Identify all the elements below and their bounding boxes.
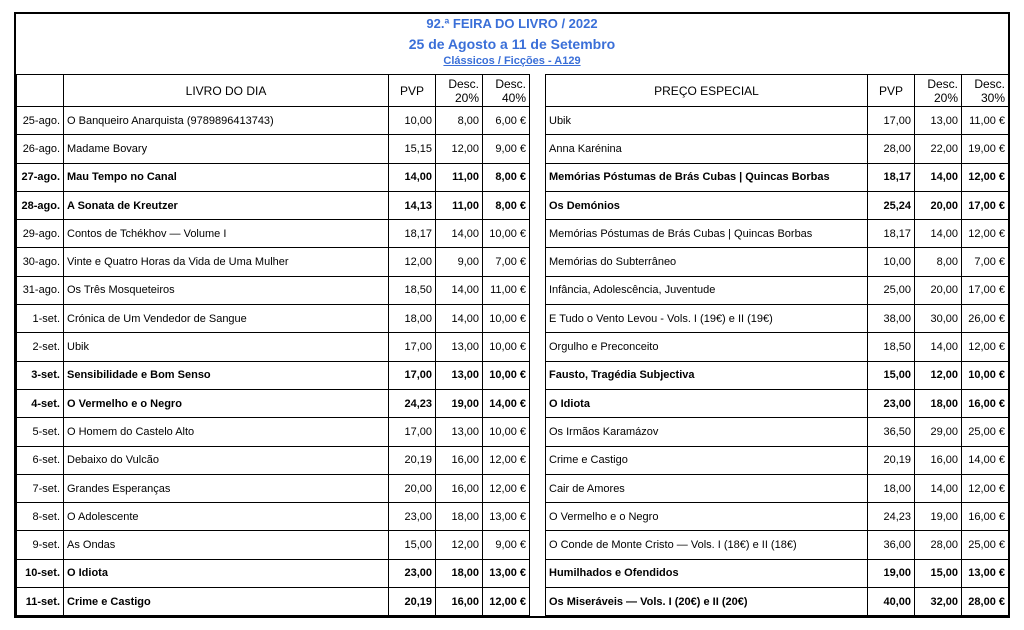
table-row	[17, 248, 1009, 276]
special-title-cell: Memórias Póstumas de Brás Cubas | Quincas Borbas	[546, 220, 868, 248]
discount-40-cell: 10,00 €	[483, 305, 530, 333]
discount-40-cell: 13,00 €	[483, 503, 530, 531]
discount-20-cell: 11,00	[436, 163, 483, 191]
special-title-cell: E Tudo o Vento Levou - Vols. I (19€) e II (19€)	[546, 305, 868, 333]
special-title-cell: Fausto, Tragédia Subjectiva	[546, 361, 868, 389]
col-header-special-pvp: PVP	[868, 75, 915, 107]
special-pvp-cell: 23,00	[868, 389, 915, 417]
special-discount-20-cell: 22,00	[915, 135, 962, 163]
discount-40-cell: 9,00 €	[483, 135, 530, 163]
books-table	[16, 74, 1009, 616]
special-discount-30-cell: 12,00 €	[962, 163, 1009, 191]
discount-40-cell: 13,00 €	[483, 559, 530, 587]
special-title-cell: Memórias do Subterrâneo	[546, 248, 868, 276]
discount-40-cell: 9,00 €	[483, 531, 530, 559]
pvp-cell: 17,00	[389, 361, 436, 389]
date-cell: 25-ago.	[17, 107, 64, 135]
book-title-cell: Vinte e Quatro Horas da Vida de Uma Mulher	[64, 248, 389, 276]
special-pvp-cell: 25,24	[868, 191, 915, 219]
special-pvp-cell: 25,00	[868, 276, 915, 304]
special-title-cell: Humilhados e Ofendidos	[546, 559, 868, 587]
special-discount-20-cell: 16,00	[915, 446, 962, 474]
section-link[interactable]: Clássicos / Ficções - A129	[443, 55, 581, 67]
pvp-cell: 15,15	[389, 135, 436, 163]
special-discount-20-cell: 19,00	[915, 503, 962, 531]
special-discount-30-cell: 19,00 €	[962, 135, 1009, 163]
gap-cell	[530, 588, 546, 616]
pvp-cell: 15,00	[389, 531, 436, 559]
date-cell: 27-ago.	[17, 163, 64, 191]
date-cell: 9-set.	[17, 531, 64, 559]
book-title-cell: Ubik	[64, 333, 389, 361]
discount-20-cell: 18,00	[436, 503, 483, 531]
discount-40-cell: 10,00 €	[483, 361, 530, 389]
date-cell: 2-set.	[17, 333, 64, 361]
special-discount-20-cell: 30,00	[915, 305, 962, 333]
header-row	[17, 75, 1009, 107]
special-discount-30-cell: 16,00 €	[962, 389, 1009, 417]
gap-cell	[530, 446, 546, 474]
gap-cell	[530, 135, 546, 163]
book-title-cell: O Idiota	[64, 559, 389, 587]
special-title-cell: O Idiota	[546, 389, 868, 417]
special-discount-20-cell: 13,00	[915, 107, 962, 135]
special-discount-20-cell: 14,00	[915, 163, 962, 191]
discount-20-cell: 16,00	[436, 446, 483, 474]
special-discount-30-cell: 7,00 €	[962, 248, 1009, 276]
special-discount-20-cell: 14,00	[915, 333, 962, 361]
gap-cell	[530, 305, 546, 333]
date-cell: 11-set.	[17, 588, 64, 616]
date-cell: 3-set.	[17, 361, 64, 389]
date-cell: 4-set.	[17, 389, 64, 417]
pvp-cell: 12,00	[389, 248, 436, 276]
book-title-cell: Sensibilidade e Bom Senso	[64, 361, 389, 389]
col-header-special-desc-30	[962, 75, 1009, 107]
desc-pct: 40%	[501, 90, 526, 105]
table-row	[17, 220, 1009, 248]
special-discount-30-cell: 17,00 €	[962, 276, 1009, 304]
pvp-cell: 14,00	[389, 163, 436, 191]
gap-cell	[530, 75, 546, 107]
special-title-cell: Infância, Adolescência, Juventude	[546, 276, 868, 304]
special-discount-20-cell: 28,00	[915, 531, 962, 559]
gap-cell	[530, 361, 546, 389]
special-title-cell: Anna Karénina	[546, 135, 868, 163]
book-title-cell: O Adolescente	[64, 503, 389, 531]
discount-40-cell: 10,00 €	[483, 220, 530, 248]
special-title-cell: O Conde de Monte Cristo — Vols. I (18€) e II (18€)	[546, 531, 868, 559]
table-row	[17, 474, 1009, 502]
special-title-cell: Os Miseráveis — Vols. I (20€) e II (20€)	[546, 588, 868, 616]
pvp-cell: 24,23	[389, 389, 436, 417]
special-discount-20-cell: 20,00	[915, 191, 962, 219]
discount-40-cell: 12,00 €	[483, 474, 530, 502]
pvp-cell: 18,00	[389, 305, 436, 333]
book-title-cell: Os Três Mosqueteiros	[64, 276, 389, 304]
gap-cell	[530, 220, 546, 248]
special-discount-20-cell: 15,00	[915, 559, 962, 587]
special-discount-20-cell: 12,00	[915, 361, 962, 389]
date-cell: 29-ago.	[17, 220, 64, 248]
gap-cell	[530, 531, 546, 559]
special-pvp-cell: 17,00	[868, 107, 915, 135]
special-title-cell: Os Irmãos Karamázov	[546, 418, 868, 446]
book-title-cell: Contos de Tchékhov — Volume I	[64, 220, 389, 248]
discount-40-cell: 10,00 €	[483, 333, 530, 361]
gap-cell	[530, 559, 546, 587]
pvp-cell: 14,13	[389, 191, 436, 219]
table-row	[17, 333, 1009, 361]
table-row	[17, 276, 1009, 304]
special-title-cell: Memórias Póstumas de Brás Cubas | Quincas Borbas	[546, 163, 868, 191]
fair-title: 92.ª FEIRA DO LIVRO / 2022	[426, 16, 598, 31]
table-row	[17, 418, 1009, 446]
special-title-cell: Ubik	[546, 107, 868, 135]
special-pvp-cell: 15,00	[868, 361, 915, 389]
col-header-pvp: PVP	[389, 75, 436, 107]
discount-20-cell: 12,00	[436, 135, 483, 163]
special-pvp-cell: 36,00	[868, 531, 915, 559]
desc-pct: 20%	[933, 90, 958, 105]
gap-cell	[530, 191, 546, 219]
desc-label: Desc.	[495, 76, 526, 91]
col-header-livro-do-dia: LIVRO DO DIA	[64, 75, 389, 107]
special-discount-30-cell: 12,00 €	[962, 333, 1009, 361]
price-sheet	[14, 12, 1010, 618]
discount-40-cell: 12,00 €	[483, 446, 530, 474]
special-title-cell: Crime e Castigo	[546, 446, 868, 474]
date-cell: 30-ago.	[17, 248, 64, 276]
special-discount-30-cell: 17,00 €	[962, 191, 1009, 219]
discount-20-cell: 8,00	[436, 107, 483, 135]
special-pvp-cell: 28,00	[868, 135, 915, 163]
pvp-cell: 18,17	[389, 220, 436, 248]
table-row	[17, 389, 1009, 417]
discount-20-cell: 18,00	[436, 559, 483, 587]
special-discount-30-cell: 25,00 €	[962, 418, 1009, 446]
special-discount-20-cell: 20,00	[915, 276, 962, 304]
book-title-cell: O Banqueiro Anarquista (9789896413743)	[64, 107, 389, 135]
table-row	[17, 135, 1009, 163]
special-title-cell: Cair de Amores	[546, 474, 868, 502]
special-title-cell: O Vermelho e o Negro	[546, 503, 868, 531]
special-pvp-cell: 10,00	[868, 248, 915, 276]
special-pvp-cell: 38,00	[868, 305, 915, 333]
book-title-cell: Debaixo do Vulcão	[64, 446, 389, 474]
special-discount-30-cell: 26,00 €	[962, 305, 1009, 333]
gap-cell	[530, 418, 546, 446]
discount-20-cell: 9,00	[436, 248, 483, 276]
col-header-special-desc-20	[915, 75, 962, 107]
desc-pct: 20%	[454, 90, 479, 105]
book-title-cell: Grandes Esperanças	[64, 474, 389, 502]
book-title-cell: Mau Tempo no Canal	[64, 163, 389, 191]
table-row	[17, 107, 1009, 135]
desc-label: Desc.	[974, 76, 1005, 91]
pvp-cell: 10,00	[389, 107, 436, 135]
date-header-cell	[17, 75, 64, 107]
date-cell: 31-ago.	[17, 276, 64, 304]
col-header-desc-20	[436, 75, 483, 107]
date-cell: 10-set.	[17, 559, 64, 587]
col-header-desc-40	[483, 75, 530, 107]
pvp-cell: 20,19	[389, 446, 436, 474]
discount-20-cell: 13,00	[436, 333, 483, 361]
desc-pct: 30%	[980, 90, 1005, 105]
special-title-cell: Orgulho e Preconceito	[546, 333, 868, 361]
special-pvp-cell: 18,17	[868, 163, 915, 191]
discount-40-cell: 8,00 €	[483, 163, 530, 191]
gap-cell	[530, 503, 546, 531]
discount-20-cell: 11,00	[436, 191, 483, 219]
special-discount-30-cell: 12,00 €	[962, 474, 1009, 502]
discount-40-cell: 12,00 €	[483, 588, 530, 616]
special-title-cell: Os Demónios	[546, 191, 868, 219]
discount-40-cell: 7,00 €	[483, 248, 530, 276]
date-cell: 5-set.	[17, 418, 64, 446]
special-discount-30-cell: 13,00 €	[962, 559, 1009, 587]
pvp-cell: 17,00	[389, 418, 436, 446]
book-title-cell: As Ondas	[64, 531, 389, 559]
special-discount-20-cell: 14,00	[915, 220, 962, 248]
date-cell: 7-set.	[17, 474, 64, 502]
date-cell: 1-set.	[17, 305, 64, 333]
discount-20-cell: 16,00	[436, 474, 483, 502]
discount-20-cell: 14,00	[436, 220, 483, 248]
discount-20-cell: 14,00	[436, 276, 483, 304]
gap-cell	[530, 248, 546, 276]
book-title-cell: O Homem do Castelo Alto	[64, 418, 389, 446]
discount-20-cell: 13,00	[436, 361, 483, 389]
special-pvp-cell: 36,50	[868, 418, 915, 446]
special-discount-30-cell: 12,00 €	[962, 220, 1009, 248]
col-header-preco-especial: PREÇO ESPECIAL	[546, 75, 868, 107]
gap-cell	[530, 474, 546, 502]
special-discount-30-cell: 14,00 €	[962, 446, 1009, 474]
date-cell: 6-set.	[17, 446, 64, 474]
date-cell: 26-ago.	[17, 135, 64, 163]
special-pvp-cell: 18,00	[868, 474, 915, 502]
book-title-cell: Madame Bovary	[64, 135, 389, 163]
gap-cell	[530, 389, 546, 417]
table-row	[17, 503, 1009, 531]
discount-20-cell: 19,00	[436, 389, 483, 417]
desc-label: Desc.	[448, 76, 479, 91]
discount-20-cell: 16,00	[436, 588, 483, 616]
gap-cell	[530, 333, 546, 361]
special-discount-20-cell: 8,00	[915, 248, 962, 276]
special-discount-30-cell: 11,00 €	[962, 107, 1009, 135]
gap-cell	[530, 276, 546, 304]
table-row	[17, 305, 1009, 333]
pvp-cell: 17,00	[389, 333, 436, 361]
pvp-cell: 23,00	[389, 503, 436, 531]
discount-40-cell: 6,00 €	[483, 107, 530, 135]
pvp-cell: 20,00	[389, 474, 436, 502]
special-discount-20-cell: 14,00	[915, 474, 962, 502]
table-row	[17, 559, 1009, 587]
gap-cell	[530, 107, 546, 135]
special-discount-30-cell: 25,00 €	[962, 531, 1009, 559]
discount-20-cell: 12,00	[436, 531, 483, 559]
special-discount-20-cell: 29,00	[915, 418, 962, 446]
pvp-cell: 18,50	[389, 276, 436, 304]
discount-40-cell: 10,00 €	[483, 418, 530, 446]
book-title-cell: A Sonata de Kreutzer	[64, 191, 389, 219]
date-cell: 28-ago.	[17, 191, 64, 219]
table-row	[17, 446, 1009, 474]
table-row	[17, 361, 1009, 389]
table-row	[17, 163, 1009, 191]
pvp-cell: 20,19	[389, 588, 436, 616]
special-pvp-cell: 18,17	[868, 220, 915, 248]
special-discount-20-cell: 18,00	[915, 389, 962, 417]
sheet-header	[16, 14, 1008, 74]
special-pvp-cell: 20,19	[868, 446, 915, 474]
table-row	[17, 588, 1009, 616]
table-row	[17, 191, 1009, 219]
discount-20-cell: 13,00	[436, 418, 483, 446]
special-discount-30-cell: 28,00 €	[962, 588, 1009, 616]
discount-20-cell: 14,00	[436, 305, 483, 333]
discount-40-cell: 11,00 €	[483, 276, 530, 304]
special-pvp-cell: 18,50	[868, 333, 915, 361]
table-row	[17, 531, 1009, 559]
fair-dates: 25 de Agosto a 11 de Setembro	[408, 36, 616, 52]
date-cell: 8-set.	[17, 503, 64, 531]
special-pvp-cell: 24,23	[868, 503, 915, 531]
special-pvp-cell: 40,00	[868, 588, 915, 616]
book-title-cell: Crónica de Um Vendedor de Sangue	[64, 305, 389, 333]
book-title-cell: Crime e Castigo	[64, 588, 389, 616]
special-discount-30-cell: 16,00 €	[962, 503, 1009, 531]
discount-40-cell: 8,00 €	[483, 191, 530, 219]
special-pvp-cell: 19,00	[868, 559, 915, 587]
pvp-cell: 23,00	[389, 559, 436, 587]
book-title-cell: O Vermelho e o Negro	[64, 389, 389, 417]
gap-cell	[530, 163, 546, 191]
desc-label: Desc.	[927, 76, 958, 91]
discount-40-cell: 14,00 €	[483, 389, 530, 417]
special-discount-30-cell: 10,00 €	[962, 361, 1009, 389]
special-discount-20-cell: 32,00	[915, 588, 962, 616]
